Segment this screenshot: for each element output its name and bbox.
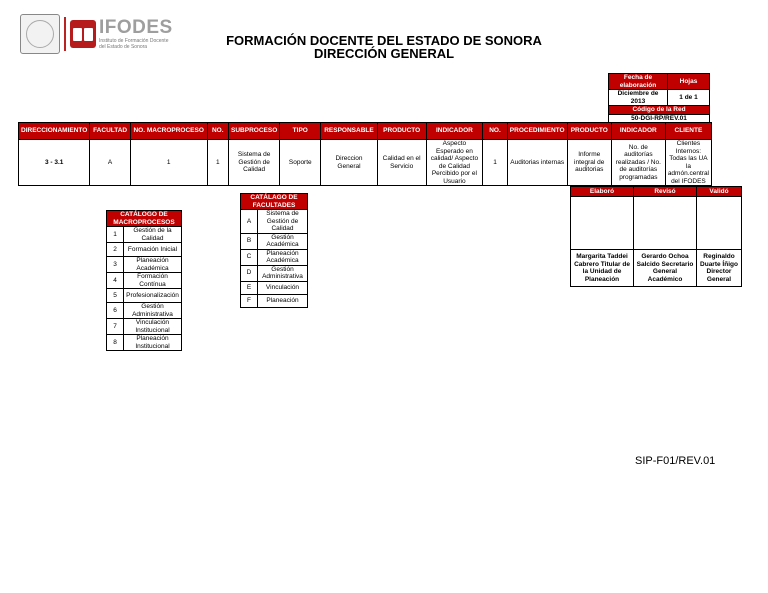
facultad-letter: A (241, 210, 258, 234)
macro-number: 2 (107, 243, 124, 257)
list-item (107, 273, 182, 289)
page-title: FORMACIÓN DOCENTE DEL ESTADO DE SONORA (226, 33, 542, 48)
header-no: NO. (207, 123, 229, 140)
list-item (241, 294, 308, 307)
header-subproceso: SUBPROCESO (229, 123, 280, 140)
macro-label: Gestión Administrativa (124, 303, 182, 319)
macro-number: 1 (107, 227, 124, 243)
header-facultad: FACULTAD (90, 123, 131, 140)
macro-label: Formación Inicial (124, 243, 182, 257)
facultad-letter: C (241, 249, 258, 265)
list-item (107, 257, 182, 273)
list-item (107, 319, 182, 335)
list-item (107, 243, 182, 257)
facultad-label: Gestión Administrativa (258, 265, 308, 281)
macro-number: 3 (107, 257, 124, 273)
list-item (241, 281, 308, 294)
signature-name-valido: Reginaldo Duarte Íñigo Director General (697, 250, 742, 287)
macro-label: Planeación Institucional (124, 335, 182, 351)
facultad-label: Sistema de Gestión de Calidad (258, 210, 308, 234)
cell-responsable: Direccion General (321, 140, 377, 186)
header-indicador-2: INDICADOR (611, 123, 665, 140)
cell-no-2: 1 (483, 140, 508, 186)
header-no-2: NO. (483, 123, 508, 140)
cell-direccionamiento: 3 - 3.1 (19, 140, 90, 186)
ifodes-logo-subtitle: Instituto de Formación Docente del Estado de Sonora (99, 38, 169, 50)
facultad-letter: E (241, 281, 258, 294)
fecha-value: Diciembre de 2013 (609, 90, 668, 106)
header-direccionamiento: DIRECCIONAMIENTO (19, 123, 90, 140)
macro-label: Planeación Académica (124, 257, 182, 273)
macro-label: Vinculación Institucional (124, 319, 182, 335)
header-cliente: CLIENTE (665, 123, 711, 140)
header-producto: PRODUCTO (377, 123, 426, 140)
cell-macroproceso: 1 (130, 140, 207, 186)
facultad-letter: D (241, 265, 258, 281)
header-indicador: INDICADOR (426, 123, 483, 140)
facultad-label: Gestión Académica (258, 233, 308, 249)
cell-facultad: A (90, 140, 131, 186)
facultad-letter: F (241, 294, 258, 307)
cell-indicador: Aspecto Esperado en calidad/ Aspecto de Calidad Percibido por el Usuario (426, 140, 483, 186)
macro-number: 6 (107, 303, 124, 319)
facultad-label: Vinculación (258, 281, 308, 294)
list-item (107, 335, 182, 351)
cell-procedimiento: Auditorias internas (507, 140, 567, 186)
macro-label: Profesionalización (124, 289, 182, 303)
cell-producto-2: Informe integral de auditorias (567, 140, 611, 186)
signature-box (571, 197, 634, 250)
list-item (107, 289, 182, 303)
form-code: SIP-F01/REV.01 (635, 455, 716, 467)
document-info-table (608, 73, 710, 124)
signature-box (634, 197, 697, 250)
page-subtitle: DIRECCIÓN GENERAL (313, 46, 455, 61)
signature-box (697, 197, 742, 250)
header-macroproceso: NO. MACROPROCESO (130, 123, 207, 140)
hojas-value: 1 de 1 (668, 90, 710, 106)
signature-name-reviso: Gerardo Ochoa Salcido Secretario General Académico (634, 250, 697, 287)
macro-number: 4 (107, 273, 124, 289)
header-producto-2: PRODUCTO (567, 123, 611, 140)
macro-number: 5 (107, 289, 124, 303)
macro-label: Gestión de la Calidad (124, 227, 182, 243)
cell-subproceso: Sistema de Gestión de Calidad (229, 140, 280, 186)
ifodes-logo-text: IFODES (99, 17, 173, 38)
list-item (241, 210, 308, 234)
cell-cliente: Clientes Internos: Todas las UA la admón.central del IFODES (665, 140, 711, 186)
signature-name-elaboro: Margarita Taddei Cabrero Titular de la Unidad de Planeación (571, 250, 634, 287)
facultades-title: CATÁLAGO DE FACULTADES (241, 194, 308, 210)
codigo-value: 50-DGI-RP/REV.01 (609, 115, 710, 124)
process-table-header (19, 123, 712, 140)
macro-number: 8 (107, 335, 124, 351)
process-table (18, 122, 712, 186)
fecha-label: Fecha de elaboración (609, 74, 668, 90)
macro-label: Formación Contínua (124, 273, 182, 289)
facultades-catalog (240, 193, 308, 308)
list-item (241, 249, 308, 265)
facultad-letter: B (241, 233, 258, 249)
codigo-label: Código de la Red (609, 106, 710, 115)
cell-tipo: Soporte (280, 140, 321, 186)
facultad-label: Planeación (258, 294, 308, 307)
list-item (241, 233, 308, 249)
header-procedimiento: PROCEDIMIENTO (507, 123, 567, 140)
list-item (107, 227, 182, 243)
header-tipo: TIPO (280, 123, 321, 140)
facultad-label: Planeación Académica (258, 249, 308, 265)
signatures-table (570, 186, 742, 287)
macroprocesos-title: CATÁLOGO DE MACROPROCESOS (107, 211, 182, 227)
cell-no: 1 (207, 140, 229, 186)
cell-indicador-2: No. de auditorías realizadas / No. de auditorías programadas (611, 140, 665, 186)
macroprocesos-catalog (106, 210, 182, 351)
signature-header-reviso: Revisó (634, 187, 697, 197)
table-row (19, 140, 712, 186)
list-item (241, 265, 308, 281)
macro-number: 7 (107, 319, 124, 335)
cell-producto: Calidad en el Servicio (377, 140, 426, 186)
list-item (107, 303, 182, 319)
signature-header-valido: Validó (697, 187, 742, 197)
header-responsable: RESPONSABLE (321, 123, 377, 140)
signature-header-elaboro: Elaboró (571, 187, 634, 197)
hojas-label: Hojas (668, 74, 710, 90)
